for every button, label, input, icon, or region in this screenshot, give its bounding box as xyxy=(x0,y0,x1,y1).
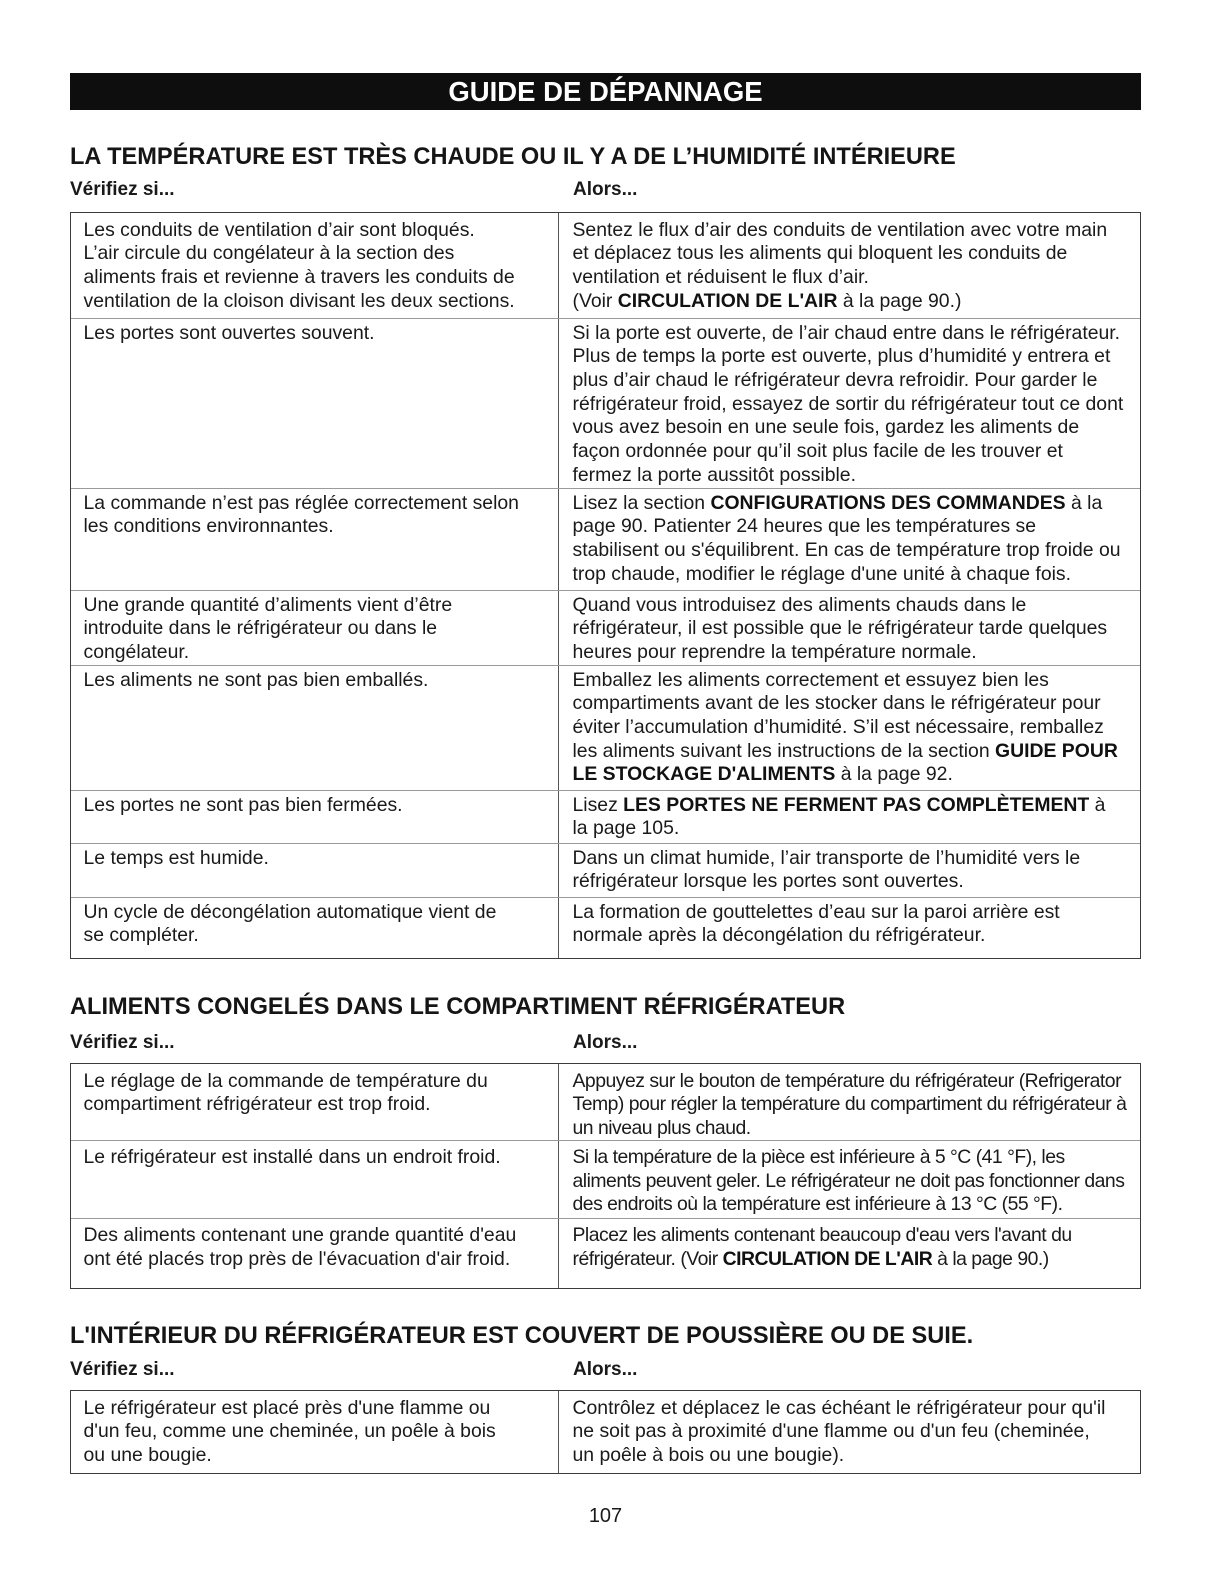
cell-text: Placez les aliments contenant beaucoup d'eau vers l'avant du réfrigérateur. (Voir xyxy=(572,1224,1072,1270)
cell-text: Le réfrigérateur est placé près d'une flamme ou d'un feu, comme une cheminée, un poêle à bois ou une bougie. xyxy=(83,1396,496,1466)
problem-cell xyxy=(71,213,558,318)
column-headers xyxy=(70,1031,1141,1055)
cell-text: La commande n’est pas réglée correctement selon les conditions environnantes. xyxy=(83,491,519,538)
problem-cell xyxy=(71,666,558,790)
table-row xyxy=(71,1064,1140,1140)
troubleshooting-table xyxy=(70,1390,1141,1474)
cell-text: Quand vous introduisez des aliments chauds dans le réfrigérateur, il est possible que le réfrigérateur tarde quelques heures pour reprendre la température normale. xyxy=(572,593,1108,663)
bold-reference-text: GUIDE POUR LE STOCKAGE D'ALIMENTS xyxy=(572,739,1118,786)
table-row xyxy=(71,318,1140,488)
solution-cell xyxy=(558,489,1141,590)
cell-text: Le temps est humide. xyxy=(83,846,269,869)
cell-text: à la page 90.) xyxy=(932,1247,1049,1270)
table-row xyxy=(71,665,1140,790)
solution-cell xyxy=(558,1064,1141,1140)
bold-reference-text: CIRCULATION DE L'AIR xyxy=(617,289,838,312)
cell-text: Sentez le flux d’air des conduits de ventilation avec votre main et déplacez tous les aliments qui bloquent les conduits de ventilation et réduisent le flux d’air. (Voir xyxy=(572,218,1108,312)
bold-reference-text: LES PORTES NE FERMENT PAS COMPLÈTEMENT xyxy=(623,793,1090,816)
troubleshooting-table xyxy=(70,1063,1141,1289)
cell-text: Des aliments contenant une grande quantité d'eau ont été placés trop près de l'évacuation d'air froid. xyxy=(83,1224,517,1270)
column-header-check: Vérifiez si... xyxy=(70,1032,175,1053)
page-title: GUIDE DE DÉPANNAGE xyxy=(448,76,763,107)
cell-text: à la page 105. xyxy=(572,793,1106,840)
cell-text: Les portes sont ouvertes souvent. xyxy=(83,321,375,344)
problem-cell xyxy=(71,898,558,959)
section-heading: ALIMENTS CONGELÉS DANS LE COMPARTIMENT RÉFRIGÉRATEUR xyxy=(70,994,846,1020)
section-heading: LA TEMPÉRATURE EST TRÈS CHAUDE OU IL Y A DE L’HUMIDITÉ INTÉRIEURE xyxy=(70,144,956,170)
solution-cell xyxy=(558,591,1141,665)
problem-cell xyxy=(71,1141,558,1218)
table-row xyxy=(71,213,1140,318)
cell-text: Une grande quantité d’aliments vient d’être introduite dans le réfrigérateur ou dans le congélateur. xyxy=(83,593,453,663)
solution-cell xyxy=(558,791,1141,843)
solution-cell xyxy=(558,1391,1141,1473)
cell-text: Lisez xyxy=(572,793,624,816)
section-heading: L'INTÉRIEUR DU RÉFRIGÉRATEUR EST COUVERT DE POUSSIÈRE OU DE SUIE. xyxy=(70,1323,974,1349)
table-row xyxy=(71,1391,1140,1473)
cell-text: Les aliments ne sont pas bien emballés. xyxy=(83,668,429,691)
solution-cell xyxy=(558,1219,1141,1289)
table-row xyxy=(71,488,1140,590)
column-header-check: Vérifiez si... xyxy=(70,1359,175,1380)
problem-cell xyxy=(71,791,558,843)
title-bar xyxy=(70,73,1141,110)
bold-reference-text: CIRCULATION DE L'AIR xyxy=(722,1247,933,1270)
problem-cell xyxy=(71,1219,558,1289)
table-row xyxy=(71,843,1140,897)
solution-cell xyxy=(558,319,1141,488)
column-header-then: Alors... xyxy=(573,1032,638,1053)
solution-cell xyxy=(558,666,1141,790)
cell-text: Un cycle de décongélation automatique vient de se compléter. xyxy=(83,900,497,947)
cell-text: Le réglage de la commande de température du compartiment réfrigérateur est trop froid. xyxy=(83,1069,488,1115)
section-dust-soot xyxy=(70,1322,1141,1474)
cell-text: à la page 90. Patienter 24 heures que les températures se stabilisent ou s'équilibrent. En cas de température trop froide ou trop chaude, modifier le réglage d'une unité à chaque fois. xyxy=(572,491,1121,585)
cell-text: Dans un climat humide, l’air transporte de l’humidité vers le réfrigérateur lorsque les portes sont ouvertes. xyxy=(572,846,1081,893)
table-row xyxy=(71,897,1140,959)
solution-cell xyxy=(558,844,1141,897)
cell-text: Si la porte est ouverte, de l’air chaud entre dans le réfrigérateur. Plus de temps la porte est ouverte, plus d’humidité y entrera et plus d’air chaud le réfrigérateur devra refroidir. Pour garder le réfrigérateur froid, essayez de sortir du réfrigérateur tout ce dont vous avez besoin en une seule fois, gardez les aliments de façon ordonnée pour qu’il soit plus facile de les trouver et fermez la porte aussitôt possible. xyxy=(572,321,1124,486)
section-frozen-food xyxy=(70,993,1141,1289)
table-row xyxy=(71,590,1140,665)
cell-text: Lisez la section xyxy=(572,491,711,514)
column-headers xyxy=(70,1358,1141,1382)
column-header-then: Alors... xyxy=(573,179,638,200)
column-header-then: Alors... xyxy=(573,1359,638,1380)
problem-cell xyxy=(71,844,558,897)
cell-text: Le réfrigérateur est installé dans un endroit froid. xyxy=(83,1146,501,1168)
column-headers xyxy=(70,178,1141,202)
cell-text: La formation de gouttelettes d’eau sur la paroi arrière est normale après la décongélation du réfrigérateur. xyxy=(572,900,1060,947)
solution-cell xyxy=(558,1141,1141,1218)
table-row xyxy=(71,1140,1140,1218)
problem-cell xyxy=(71,1391,558,1473)
column-header-check: Vérifiez si... xyxy=(70,179,175,200)
cell-text: Les portes ne sont pas bien fermées. xyxy=(83,793,403,816)
cell-text: à la page 92. xyxy=(835,763,953,786)
cell-text: Contrôlez et déplacez le cas échéant le réfrigérateur pour qu'il ne soit pas à proximité d'une flamme ou d'un feu (cheminée, un poêle à bois ou une bougie). xyxy=(572,1396,1106,1466)
cell-text: Les conduits de ventilation d’air sont bloqués. L’air circule du congélateur à la section des aliments frais et revienne à travers les conduits de ventilation de la cloison divisant les deux sections. xyxy=(83,218,515,312)
solution-cell xyxy=(558,898,1141,959)
cell-text: Emballez les aliments correctement et essuyez bien les compartiments avant de les stocker dans le réfrigérateur pour éviter l’accumulation d’humidité. S’il est nécessaire, remballez les aliments suivant les instructions de la section xyxy=(572,668,1104,762)
table-row xyxy=(71,790,1140,843)
table-row xyxy=(71,1218,1140,1289)
bold-reference-text: CONFIGURATIONS DES COMMANDES xyxy=(710,491,1066,514)
section-warm-or-humid xyxy=(70,143,1141,959)
cell-text: à la page 90.) xyxy=(837,289,962,312)
problem-cell xyxy=(71,319,558,488)
problem-cell xyxy=(71,1064,558,1140)
cell-text: Si la température de la pièce est inférieure à 5 °C (41 °F), les aliments peuvent geler. Le réfrigérateur ne doit pas fonctionner dans des endroits où la température est inférieure à 13 °C (55 °F). xyxy=(572,1146,1125,1215)
troubleshooting-table xyxy=(70,212,1141,959)
solution-cell xyxy=(558,213,1141,318)
problem-cell xyxy=(71,591,558,665)
cell-text: Appuyez sur le bouton de température du réfrigérateur (Refrigerator Temp) pour régler la température du compartiment du réfrigérateur à un niveau plus chaud. xyxy=(572,1069,1127,1139)
page-number: 107 xyxy=(588,1505,623,1527)
problem-cell xyxy=(71,489,558,590)
